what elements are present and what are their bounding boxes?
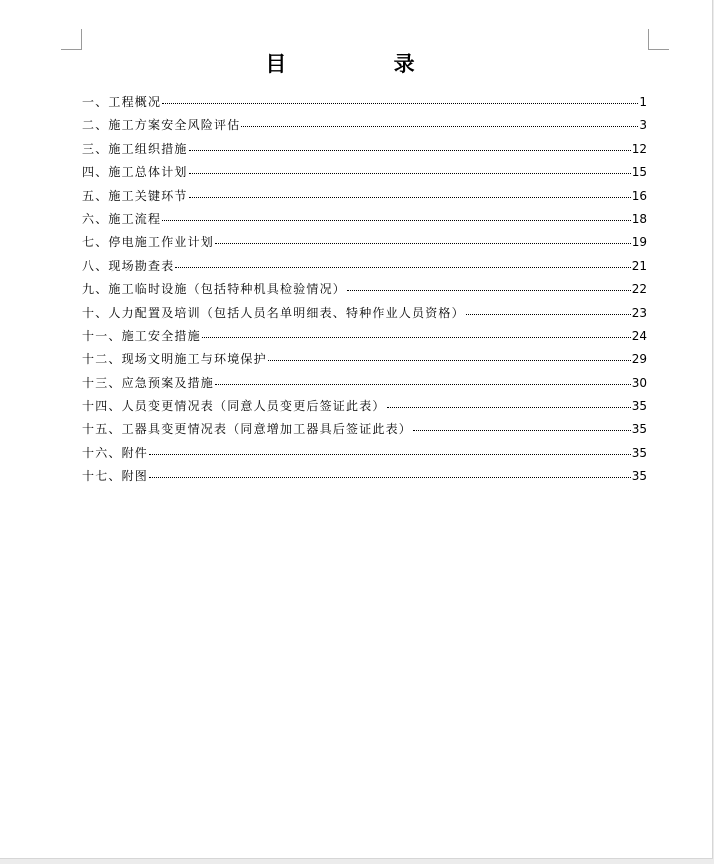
toc-page-number: 35: [631, 445, 647, 460]
toc-page-number: 24: [631, 328, 647, 343]
toc-dot-leader: [215, 243, 631, 244]
toc-entry-label: 六、施工流程: [82, 211, 162, 226]
toc-entry-label: 十二、现场文明施工与环境保护: [82, 352, 267, 367]
toc-dot-leader: [387, 407, 631, 408]
toc-page-number: 22: [631, 282, 647, 297]
toc-dot-leader: [413, 430, 631, 431]
toc-entry[interactable]: [82, 209, 647, 232]
toc-entry[interactable]: [82, 466, 647, 489]
margin-corner-mark-top-right: [648, 29, 669, 50]
toc-dot-leader: [347, 290, 631, 291]
toc-entry-label: 十七、附图: [82, 469, 149, 484]
toc-page-number: 29: [631, 352, 647, 367]
toc-dot-leader: [149, 477, 631, 478]
toc-entry[interactable]: [82, 443, 647, 466]
toc-entry[interactable]: [82, 92, 647, 115]
toc-entry-label: 九、施工临时设施（包括特种机具检验情况）: [82, 282, 347, 297]
margin-corner-mark-top-left: [61, 29, 82, 50]
toc-entry[interactable]: [82, 256, 647, 279]
toc-page-number: 12: [631, 141, 647, 156]
toc-entry-label: 五、施工关键环节: [82, 188, 188, 203]
toc-page-number: 35: [631, 469, 647, 484]
toc-entry[interactable]: [82, 303, 647, 326]
toc-entry-label: 十、人力配置及培训（包括人员名单明细表、特种作业人员资格）: [82, 305, 465, 320]
toc-entry-label: 八、现场勘查表: [82, 258, 175, 273]
toc-dot-leader: [466, 314, 631, 315]
toc-entry[interactable]: [82, 162, 647, 185]
toc-entry[interactable]: [82, 349, 647, 372]
toc-dot-leader: [162, 220, 631, 221]
toc-dot-leader: [175, 267, 630, 268]
toc-page-number: 16: [631, 188, 647, 203]
toc-entry-label: 十五、工器具变更情况表（同意增加工器具后签证此表）: [82, 422, 413, 437]
toc-entry-label: 一、工程概况: [82, 95, 162, 109]
toc-entry-label: 七、停电施工作业计划: [82, 235, 215, 250]
toc-page-number: 35: [631, 422, 647, 437]
toc-entry-label: 十六、附件: [82, 445, 149, 460]
toc-entry-label: 十一、施工安全措施: [82, 328, 201, 343]
toc-page-number: 21: [631, 258, 647, 273]
toc-entry-label: 十四、人员变更情况表（同意人员变更后签证此表）: [82, 399, 386, 414]
toc-entry[interactable]: [82, 232, 647, 255]
toc-list: [82, 92, 647, 490]
toc-entry[interactable]: [82, 115, 647, 138]
toc-dot-leader: [149, 454, 631, 455]
toc-dot-leader: [189, 150, 631, 151]
toc-entry[interactable]: [82, 326, 647, 349]
toc-dot-leader: [202, 337, 631, 338]
toc-entry[interactable]: [82, 373, 647, 396]
toc-page-number: 23: [631, 305, 647, 320]
toc-page-number: 30: [631, 375, 647, 390]
toc-dot-leader: [189, 173, 631, 174]
toc-page-number: 15: [631, 165, 647, 180]
toc-dot-leader: [215, 384, 631, 385]
toc-entry-label: 三、施工组织措施: [82, 141, 188, 156]
toc-entry-label: 四、施工总体计划: [82, 165, 188, 180]
toc-entry[interactable]: [82, 279, 647, 302]
toc-page-number: 35: [631, 399, 647, 414]
toc-entry[interactable]: [82, 186, 647, 209]
toc-dot-leader: [268, 360, 631, 361]
toc-dot-leader: [241, 126, 638, 127]
toc-entry-label: 二、施工方案安全风险评估: [82, 118, 241, 133]
toc-entry-label: 十三、应急预案及措施: [82, 375, 215, 390]
toc-entry[interactable]: [82, 139, 647, 162]
toc-title: 目 录: [265, 51, 465, 76]
toc-dot-leader: [162, 103, 638, 104]
toc-page-number: 18: [631, 211, 647, 226]
toc-page-number: 1: [639, 95, 647, 109]
toc-dot-leader: [189, 197, 631, 198]
toc-page-number: 19: [631, 235, 647, 250]
toc-page-number: 3: [639, 118, 647, 133]
toc-entry[interactable]: [82, 396, 647, 419]
toc-entry[interactable]: [82, 419, 647, 442]
